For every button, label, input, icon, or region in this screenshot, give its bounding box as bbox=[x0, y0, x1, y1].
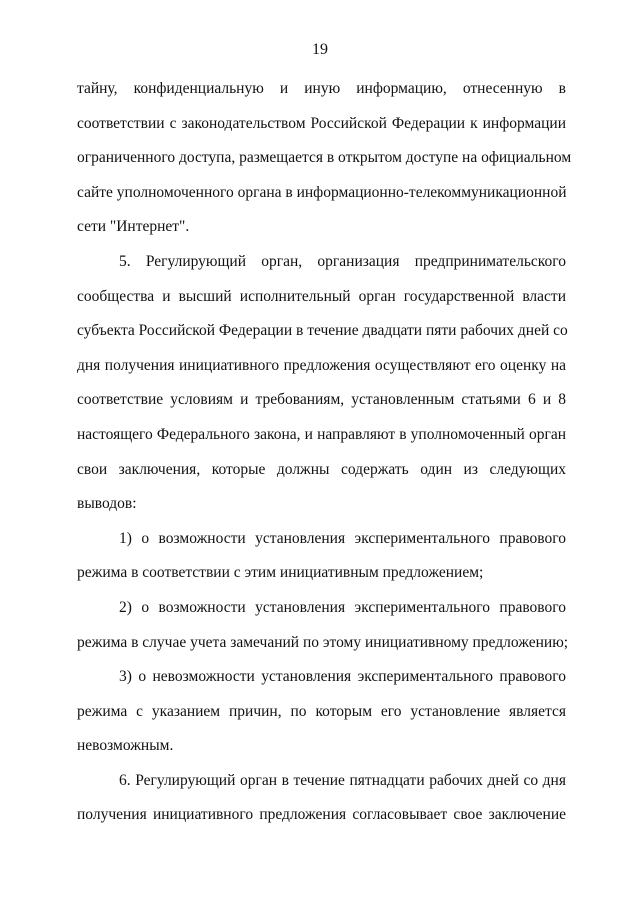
paragraph-6 bbox=[77, 764, 566, 833]
text-line: 5. Регулирующий орган, организация предпринимательского bbox=[119, 252, 566, 270]
text-line: выводов: bbox=[77, 495, 137, 513]
text-line: сообщества и высший исполнительный орган государственной власти bbox=[77, 287, 566, 305]
text-line: соответствии с законодательством Российской Федерации к информации bbox=[77, 114, 566, 132]
page-number: 19 bbox=[312, 41, 328, 58]
text-line: режима с указанием причин, по которым его установление является bbox=[77, 702, 566, 720]
list-item-1 bbox=[77, 522, 566, 591]
text-line: режима в соответствии с этим инициативным предложением; bbox=[77, 564, 484, 582]
text-line: соответствие условиям и требованиям, установленным статьями 6 и 8 bbox=[77, 391, 566, 409]
text-line: 1) о возможности установления экспериментального правового bbox=[119, 529, 566, 547]
document-body bbox=[77, 72, 572, 833]
text-line: тайну, конфиденциальную и иную информацию, отнесенную в bbox=[77, 80, 566, 97]
list-item-3 bbox=[77, 660, 566, 764]
paragraph-continuation bbox=[77, 72, 572, 245]
text-line: режима в случае учета замечаний по этому инициативному предложению; bbox=[77, 633, 569, 651]
text-line: свои заключения, которые должны содержать один из следующих bbox=[77, 460, 566, 478]
text-line: 6. Регулирующий орган в течение пятнадцати рабочих дней со дня bbox=[119, 771, 566, 789]
text-line: получения инициативного предложения согласовывает свое заключение bbox=[77, 806, 566, 824]
text-line: субъекта Российской Федерации в течение двадцати пяти рабочих дней со bbox=[77, 322, 568, 340]
text-line: 3) о невозможности установления экспериментального правового bbox=[119, 668, 566, 686]
text-line: ограниченного доступа, размещается в открытом доступе на официальном bbox=[77, 149, 572, 167]
list-item-2 bbox=[77, 591, 569, 660]
paragraph-5 bbox=[77, 245, 566, 522]
text-line: сайте уполномоченного органа в информационно-телекоммуникационной bbox=[77, 183, 567, 201]
text-line: дня получения инициативного предложения осуществляют его оценку на bbox=[77, 356, 566, 374]
text-line: сети "Интернет". bbox=[77, 218, 190, 236]
text-line: настоящего Федерального закона, и направляют в уполномоченный орган bbox=[77, 425, 566, 443]
text-line: невозможным. bbox=[77, 737, 174, 755]
text-line: 2) о возможности установления экспериментального правового bbox=[119, 598, 566, 616]
